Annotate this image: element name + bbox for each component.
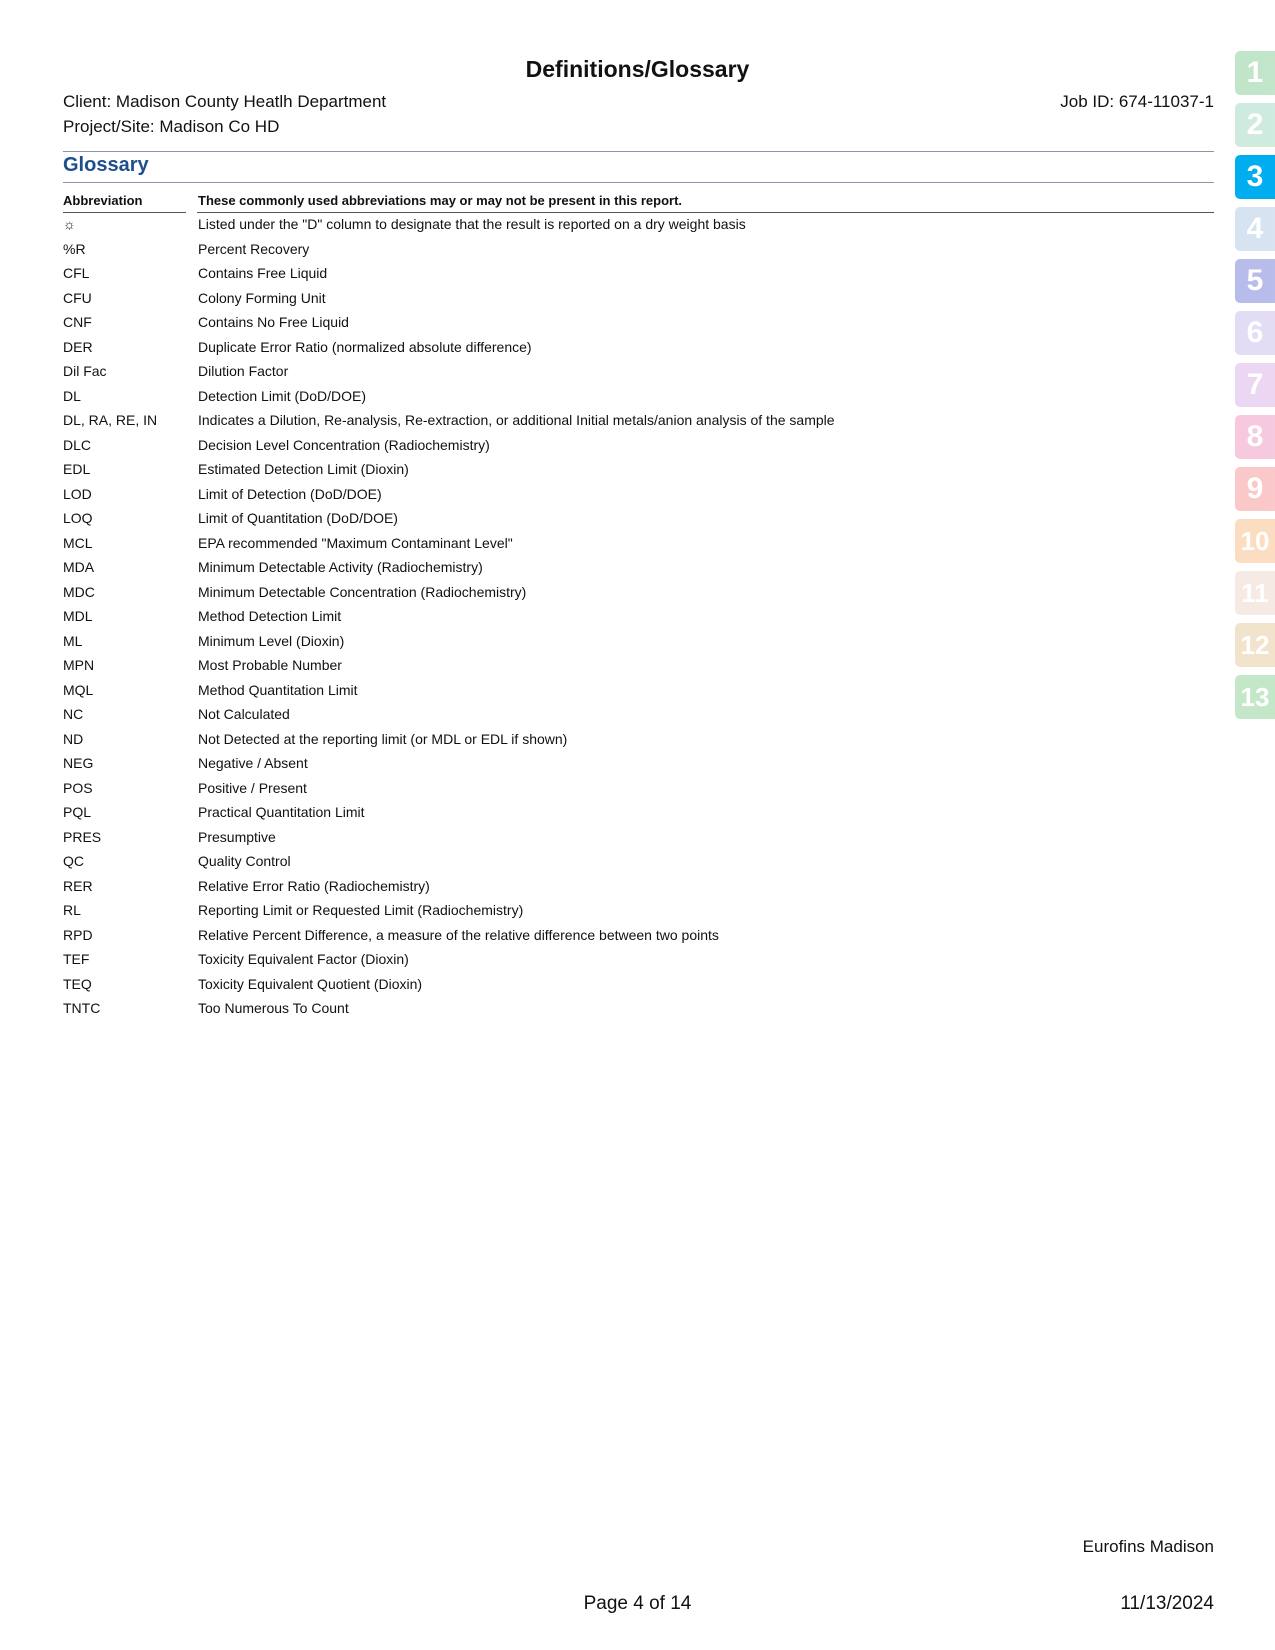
section-tabs: [1235, 51, 1275, 727]
abbreviation-cell: LOQ: [63, 510, 93, 526]
table-row: [63, 631, 1213, 656]
table-row: [63, 949, 1213, 974]
abbreviation-cell: MCL: [63, 534, 93, 551]
table-row: [63, 263, 1213, 288]
table-row: [63, 900, 1213, 925]
section-tab-12[interactable]: 12: [1235, 623, 1275, 667]
definition-cell: Estimated Detection Limit (Dioxin): [198, 461, 409, 477]
section-tab-9[interactable]: 9: [1235, 467, 1275, 511]
page-number: Page 4 of 14: [583, 1593, 692, 1614]
abbreviation-cell: TNTC: [63, 1000, 101, 1016]
definition-cell: Quality Control: [198, 853, 291, 869]
definition-cell: Decision Level Concentration (Radiochemistry): [198, 436, 490, 453]
abbreviation-cell: MDA: [63, 559, 95, 575]
page-title: Definitions/Glossary: [525, 56, 750, 82]
definition-cell: Reporting Limit or Requested Limit (Radiochemistry): [198, 902, 524, 918]
definition-cell: Negative / Absent: [198, 755, 308, 771]
definition-cell: Indicates a Dilution, Re-analysis, Re-extraction, or additional Initial metals/anion analysis of the sample: [198, 412, 835, 428]
abbreviation-cell: EDL: [63, 461, 91, 477]
abbreviation-cell: RER: [63, 877, 93, 894]
abbreviation-cell: MPN: [63, 657, 95, 673]
section-tab-8[interactable]: 8: [1235, 415, 1275, 459]
definition-cell: Presumptive: [198, 828, 276, 845]
project-site: Project/Site: Madison Co HD: [63, 117, 280, 136]
table-row: [63, 998, 1213, 1023]
definition-cell: Most Probable Number: [198, 657, 342, 673]
abbreviation-cell: MQL: [63, 681, 94, 698]
table-row: [63, 925, 1213, 950]
definition-cell: Percent Recovery: [198, 240, 310, 257]
abbreviation-cell: NEG: [63, 755, 94, 771]
definition-cell: Minimum Detectable Activity (Radiochemistry): [198, 559, 483, 575]
definition-cell: Positive / Present: [198, 779, 307, 796]
definition-cell: Dilution Factor: [198, 363, 289, 379]
table-row: [63, 606, 1213, 631]
table-row: [63, 778, 1213, 803]
job-id: Job ID: 674-11037-1: [1060, 92, 1214, 111]
section-tab-5[interactable]: 5: [1235, 259, 1275, 303]
abbreviation-cell: ☼: [63, 216, 76, 232]
section-title: Glossary: [63, 154, 149, 176]
header-divider: [63, 151, 1214, 152]
table-row: [63, 974, 1213, 999]
table-row: [63, 680, 1213, 705]
definition-cell: Contains No Free Liquid: [198, 314, 349, 330]
abbreviation-cell: Dil Fac: [63, 363, 107, 379]
abbreviation-cell: %R: [63, 240, 86, 257]
section-tab-1[interactable]: 1: [1235, 51, 1275, 95]
table-row: [63, 484, 1213, 509]
table-row: [63, 851, 1213, 876]
section-tab-2[interactable]: 2: [1235, 103, 1275, 147]
definition-cell: Toxicity Equivalent Quotient (Dioxin): [198, 975, 423, 992]
table-row: [63, 312, 1213, 337]
section-tab-3[interactable]: 3: [1235, 155, 1275, 199]
table-row: [63, 459, 1213, 484]
table-row: [63, 410, 1213, 435]
table-row: [63, 337, 1213, 362]
abbreviation-cell: QC: [63, 853, 84, 869]
abbreviation-cell: POS: [63, 779, 93, 796]
table-row: [63, 435, 1213, 460]
table-row: [63, 704, 1213, 729]
definition-cell: Method Detection Limit: [198, 608, 342, 624]
section-divider: [63, 182, 1214, 183]
table-row: [63, 214, 1213, 239]
report-date: 11/13/2024: [1120, 1593, 1214, 1614]
abbreviation-cell: LOD: [63, 485, 92, 502]
section-tab-4[interactable]: 4: [1235, 207, 1275, 251]
table-row: [63, 753, 1213, 778]
definition-cell: Minimum Level (Dioxin): [198, 632, 345, 649]
table-row: [63, 239, 1213, 264]
glossary-table: [63, 214, 1213, 1023]
definition-cell: Too Numerous To Count: [198, 1000, 349, 1016]
table-row: [63, 361, 1213, 386]
column-header-note: These commonly used abbreviations may or may not be present in this report.: [198, 193, 683, 208]
definition-cell: Practical Quantitation Limit: [198, 804, 365, 820]
section-tab-7[interactable]: 7: [1235, 363, 1275, 407]
abbreviation-cell: CFL: [63, 265, 90, 281]
column-divider-abbreviation: [63, 212, 186, 213]
abbreviation-cell: TEQ: [63, 975, 92, 992]
table-row: [63, 802, 1213, 827]
section-tab-10[interactable]: 10: [1235, 519, 1275, 563]
definition-cell: Not Detected at the reporting limit (or MDL or EDL if shown): [198, 730, 568, 747]
abbreviation-cell: ML: [63, 632, 83, 649]
table-row: [63, 729, 1213, 754]
abbreviation-cell: MDL: [63, 608, 93, 624]
definition-cell: Colony Forming Unit: [198, 289, 326, 306]
lab-name: Eurofins Madison: [1082, 1537, 1214, 1556]
client-name: Client: Madison County Heatlh Department: [63, 92, 387, 111]
table-row: [63, 386, 1213, 411]
abbreviation-cell: CNF: [63, 314, 92, 330]
abbreviation-cell: NC: [63, 706, 84, 722]
definition-cell: Limit of Quantitation (DoD/DOE): [198, 510, 398, 526]
abbreviation-cell: DL: [63, 387, 81, 404]
abbreviation-cell: RPD: [63, 926, 93, 943]
definition-cell: Listed under the "D" column to designate that the result is reported on a dry weight basis: [198, 216, 746, 232]
definition-cell: Relative Percent Difference, a measure of the relative difference between two points: [198, 926, 719, 943]
definition-cell: Method Quantitation Limit: [198, 681, 358, 698]
table-row: [63, 655, 1213, 680]
abbreviation-cell: CFU: [63, 289, 92, 306]
definition-cell: Duplicate Error Ratio (normalized absolute difference): [198, 338, 532, 355]
abbreviation-cell: MDC: [63, 583, 95, 600]
abbreviation-cell: DER: [63, 338, 93, 355]
definition-cell: Not Calculated: [198, 706, 290, 722]
definition-cell: EPA recommended "Maximum Contaminant Level": [198, 534, 513, 551]
table-row: [63, 557, 1213, 582]
table-row: [63, 827, 1213, 852]
column-divider-note: [197, 212, 1214, 213]
table-row: [63, 876, 1213, 901]
table-row: [63, 582, 1213, 607]
column-header-abbreviation: Abbreviation: [63, 193, 143, 208]
table-row: [63, 533, 1213, 558]
definition-cell: Contains Free Liquid: [198, 265, 328, 281]
abbreviation-cell: DL, RA, RE, IN: [63, 412, 158, 428]
table-row: [63, 508, 1213, 533]
abbreviation-cell: ND: [63, 730, 84, 747]
abbreviation-cell: RL: [63, 902, 81, 918]
definition-cell: Relative Error Ratio (Radiochemistry): [198, 877, 430, 894]
definition-cell: Detection Limit (DoD/DOE): [198, 387, 367, 404]
section-tab-13[interactable]: 13: [1235, 675, 1275, 719]
abbreviation-cell: TEF: [63, 951, 90, 967]
abbreviation-cell: DLC: [63, 436, 92, 453]
definition-cell: Toxicity Equivalent Factor (Dioxin): [198, 951, 409, 967]
definition-cell: Minimum Detectable Concentration (Radiochemistry): [198, 583, 527, 600]
section-tab-6[interactable]: 6: [1235, 311, 1275, 355]
definition-cell: Limit of Detection (DoD/DOE): [198, 485, 382, 502]
table-row: [63, 288, 1213, 313]
abbreviation-cell: PRES: [63, 828, 102, 845]
abbreviation-cell: PQL: [63, 804, 92, 820]
section-tab-11[interactable]: 11: [1235, 571, 1275, 615]
